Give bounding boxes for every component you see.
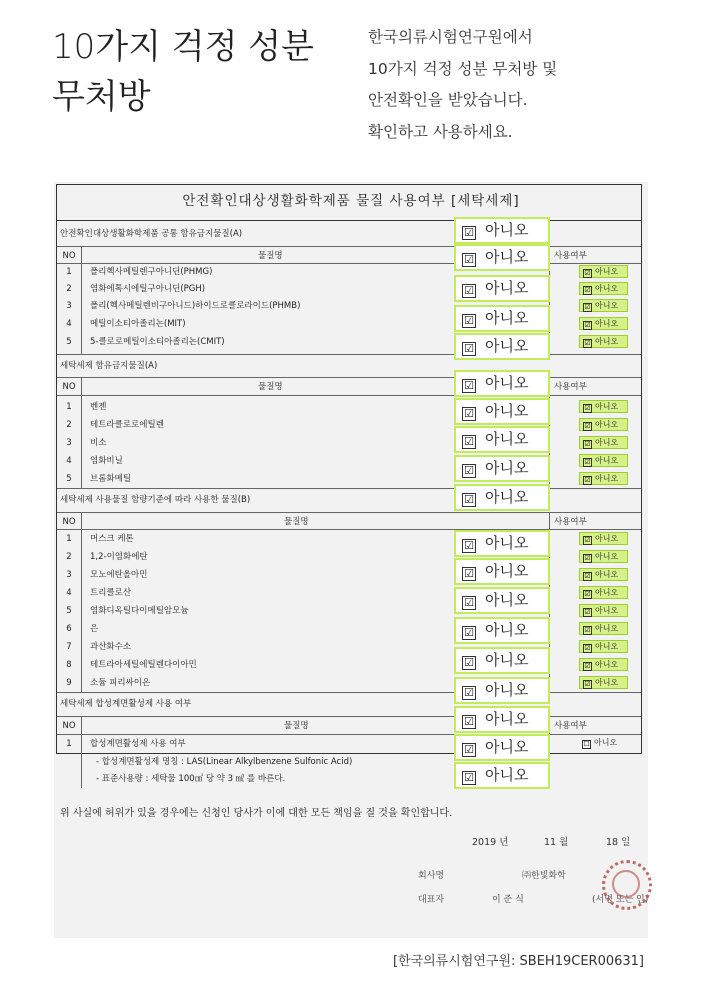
intro-line: 확인하고 사용하세요. xyxy=(368,122,513,141)
answer-tag: ☑ 아니오 xyxy=(454,647,550,674)
row-no: 5 xyxy=(66,606,72,616)
col-no: NO xyxy=(62,251,76,261)
company-name: ㈜한빛화학 xyxy=(522,871,566,881)
row-no: 4 xyxy=(66,588,72,598)
row-no: 3 xyxy=(66,301,72,311)
answer-tag: ☑ 아니오 xyxy=(454,305,550,332)
usage-checkbox: ☑ 아니오 xyxy=(579,436,628,449)
usage-checkbox: ☑ 아니오 xyxy=(579,265,628,278)
row-no: 1 xyxy=(66,534,72,544)
usage-checkbox: ☑ 아니오 xyxy=(579,335,628,348)
col-no: NO xyxy=(62,721,76,731)
divider xyxy=(57,529,641,530)
col-use: 사용여부 xyxy=(554,517,587,527)
section-b-heading: 세탁세제 함유금지물질(A) xyxy=(60,361,158,371)
answer-tag: ☑ 아니오 xyxy=(454,677,550,704)
answer-tag: ☑ 아니오 xyxy=(454,706,550,733)
intro-line: 안전확인을 받았습니다. xyxy=(368,91,528,109)
col-use: 사용여부 xyxy=(554,382,587,392)
divider xyxy=(57,246,641,247)
divider xyxy=(57,716,641,717)
date-day: 18 일 xyxy=(606,837,631,848)
surfactant-name: - 합성계면활성제 명칭 : LAS(Linear Alkylbenzene Sulfonic Acid) xyxy=(96,757,353,767)
headline-line-2: 무처방 xyxy=(52,77,151,117)
usage-checkbox: ☑ 아니오 xyxy=(579,299,628,312)
substance-name: 메틸이소티아졸리논(MIT) xyxy=(90,319,186,329)
substance-name: 염화에톡시에틸구아니딘(PGH) xyxy=(90,284,206,294)
row-no: 4 xyxy=(66,319,72,329)
divider xyxy=(57,354,641,355)
usage-checkbox: ☑ 아니오 xyxy=(579,658,628,671)
section-c-heading: 세탁세제 사용물질 함량기준에 따라 사용한 물질(B) xyxy=(60,495,251,505)
substance-name: 트리클로산 xyxy=(90,588,132,598)
divider xyxy=(57,220,641,221)
intro-text xyxy=(368,22,557,148)
declaration: 위 사실에 허위가 있을 경우에는 신청인 당사가 이에 대한 모든 책임을 질 것을 확인합니다. xyxy=(60,808,453,819)
answer-tag: ☑ 아니오 xyxy=(454,617,550,644)
intro-line: 한국의류시험연구원에서 xyxy=(368,28,533,46)
company-seal-inner xyxy=(612,870,640,898)
usage-checkbox: ☑ 아니오 xyxy=(579,604,628,617)
usage-checkbox: ☑ 아니오 xyxy=(579,282,628,295)
col-name: 물질명 xyxy=(284,517,309,527)
intro-line: 10가지 걱정 성분 무처방 및 xyxy=(368,59,558,78)
row-no: 8 xyxy=(66,660,72,670)
row-no: 2 xyxy=(66,420,72,430)
substance-name: 1,2-이염화에탄 xyxy=(90,552,148,562)
divider xyxy=(57,512,641,513)
company-label: 회사명 xyxy=(418,871,445,881)
section-a-heading: 안전확인대상생활화학제품 공통 함유금지물질(A) xyxy=(60,229,243,239)
answer-tag: ☑ 아니오 xyxy=(454,426,550,453)
answer-tag: ☑ 아니오 xyxy=(454,558,550,585)
usage-checkbox: ☑ 아니오 xyxy=(579,400,628,413)
divider xyxy=(57,734,641,735)
col-name: 물질명 xyxy=(284,721,309,731)
column-divider xyxy=(81,716,82,788)
divider xyxy=(57,377,641,378)
representative-label: 대표자 xyxy=(418,895,445,905)
divider xyxy=(57,488,641,489)
usage-checkbox: ☑ 아니오 xyxy=(579,317,628,330)
substance-name: 폴리헥사메틸렌구아니딘(PHMG) xyxy=(90,267,213,277)
divider xyxy=(57,263,641,264)
substance-name: 과산화수소 xyxy=(90,642,132,652)
substance-name: 브롬화메틸 xyxy=(90,474,132,484)
row-no: 7 xyxy=(66,642,72,652)
substance-name: 은 xyxy=(90,624,99,634)
answer-tag: ☑ 아니오 xyxy=(454,244,550,271)
representative-name: 이 준 식 xyxy=(492,895,524,905)
usage-checkbox: ☑ 아니오 xyxy=(579,454,628,467)
row-no: 4 xyxy=(66,456,72,466)
col-use: 사용여부 xyxy=(554,251,587,261)
substance-name: 합성계면활성제 사용 여부 xyxy=(90,739,186,749)
answer-tag: ☑ 아니오 xyxy=(454,217,550,244)
substance-name: 폴리(헥사메틸렌비구아니드)하이드로클로라이드(PHMB) xyxy=(90,301,301,311)
row-no: 1 xyxy=(66,402,72,412)
usage-checkbox: ☑ 아니오 xyxy=(579,586,628,599)
section-d-heading: 세탁세제 합성계면활성제 사용 여부 xyxy=(60,699,192,709)
usage-checkbox: ☑ 아니오 xyxy=(579,550,628,563)
substance-name: 5-클로로메틸이소티아졸리논(CMIT) xyxy=(90,337,225,347)
substance-name: 머스크 케톤 xyxy=(90,534,134,544)
answer-tag: ☑ 아니오 xyxy=(454,734,550,761)
substance-name: 모노에탄올아민 xyxy=(90,570,148,580)
row-no: 6 xyxy=(66,624,72,634)
row-no: 2 xyxy=(66,552,72,562)
usage-checkbox: ☑ 아니오 xyxy=(579,568,628,581)
usage-checkbox: ☑ 아니오 xyxy=(579,640,628,653)
usage-checkbox: ☑ 아니오 xyxy=(579,676,628,689)
document-title: 안전확인대상생활화학제품 물질 사용여부 [세탁세제] xyxy=(182,193,520,209)
answer-tag: ☑ 아니오 xyxy=(454,530,550,557)
row-no: 5 xyxy=(66,337,72,347)
col-name: 물질명 xyxy=(258,382,283,392)
answer-tag: ☑ 아니오 xyxy=(454,762,550,789)
usage-checkbox-empty: ☐ 아니오 xyxy=(583,738,618,748)
substance-name: 테트라클로로에틸렌 xyxy=(90,420,164,430)
col-use: 사용여부 xyxy=(554,721,587,731)
row-no: 9 xyxy=(66,678,72,688)
substance-name: 테트라아세틸에틸렌다이아민 xyxy=(90,660,197,670)
substance-name: 벤젠 xyxy=(90,402,107,412)
certificate-number: [한국의류시험연구원: SBEH19CER00631] xyxy=(392,954,644,969)
answer-tag: ☑ 아니오 xyxy=(454,455,550,482)
divider xyxy=(57,395,641,396)
row-no: 1 xyxy=(66,739,72,749)
row-no: 3 xyxy=(66,438,72,448)
date-month: 11 월 xyxy=(544,837,569,848)
answer-tag: ☑ 아니오 xyxy=(454,275,550,302)
usage-checkbox: ☑ 아니오 xyxy=(579,622,628,635)
substance-name: 염화디옥틸다이메틸암모늄 xyxy=(90,606,189,616)
answer-tag: ☑ 아니오 xyxy=(454,370,550,397)
row-no: 1 xyxy=(66,267,72,277)
standard-usage: - 표준사용량 : 세탁물 100㎠ 당 약 3 ㎖ 를 바른다. xyxy=(96,774,286,784)
headline-line-1: 10가지 걱정 성분 xyxy=(52,27,314,67)
col-no: NO xyxy=(62,517,76,527)
row-no: 3 xyxy=(66,570,72,580)
answer-tag: ☑ 아니오 xyxy=(454,484,550,511)
column-divider xyxy=(81,512,82,692)
row-no: 2 xyxy=(66,284,72,294)
substance-name: 염화비닐 xyxy=(90,456,123,466)
row-no: 5 xyxy=(66,474,72,484)
date-year: 2019 년 xyxy=(472,837,509,848)
answer-tag: ☑ 아니오 xyxy=(454,333,550,360)
usage-checkbox: ☑ 아니오 xyxy=(579,418,628,431)
column-divider xyxy=(81,377,82,488)
column-divider xyxy=(81,246,82,354)
signature-note: (서명 또는 인) xyxy=(592,895,649,905)
substance-name: 소듐 피리싸이온 xyxy=(90,678,151,688)
substance-name: 비소 xyxy=(90,438,107,448)
usage-checkbox: ☑ 아니오 xyxy=(579,532,628,545)
headline xyxy=(52,22,314,122)
col-no: NO xyxy=(62,382,76,392)
answer-tag: ☑ 아니오 xyxy=(454,398,550,425)
answer-tag: ☑ 아니오 xyxy=(454,587,550,614)
divider xyxy=(57,692,641,693)
col-name: 물질명 xyxy=(258,251,283,261)
usage-checkbox: ☑ 아니오 xyxy=(579,472,628,485)
